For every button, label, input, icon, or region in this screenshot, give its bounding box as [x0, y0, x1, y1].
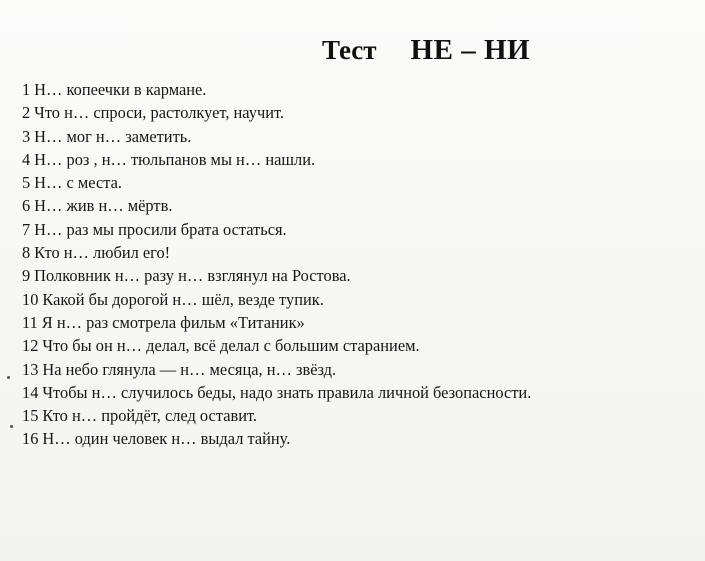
sentence-item: [22, 218, 698, 241]
item-text: Кто н… пройдёт, след оставит.: [42, 406, 258, 426]
item-number: 5: [22, 173, 31, 193]
item-number: 11: [22, 312, 38, 332]
sentence-item: [22, 288, 698, 311]
item-text: Н… один человек н… выдал тайну.: [42, 429, 291, 449]
sentence-item: [22, 334, 698, 357]
item-text: На небо глянула — н… месяца, н… звёзд.: [42, 359, 337, 379]
sentence-item: [22, 171, 698, 194]
item-number: 9: [22, 266, 31, 286]
item-text: Полковник н… разу н… взглянул на Ростова.: [34, 266, 351, 286]
item-number: 3: [22, 126, 31, 146]
item-text: Н… копеечки в кармане.: [34, 80, 207, 99]
item-text: Н… с места.: [34, 173, 123, 193]
sentence-item: [22, 78, 698, 101]
item-text: Что н… спроси, растолкует, научит.: [34, 103, 285, 123]
sentence-item: [22, 358, 698, 381]
title-main: НЕ – НИ: [410, 34, 531, 66]
item-number: 2: [22, 103, 31, 123]
sentence-item: [22, 194, 698, 217]
item-number: 15: [22, 406, 39, 426]
item-text: Чтобы н… случилось беды, надо знать правила личной безопасности.: [42, 382, 532, 402]
item-text: Кто н… любил его!: [34, 243, 171, 263]
paper-speck: [10, 425, 13, 428]
item-text: Н… мог н… заметить.: [34, 126, 192, 146]
item-number: 16: [22, 429, 39, 449]
sentence-item: [22, 427, 698, 450]
sentence-item: [22, 404, 698, 427]
item-number: 7: [22, 219, 31, 239]
item-text: Я н… раз смотрела фильм «Титаник»: [41, 312, 305, 332]
sentence-item: [22, 264, 698, 287]
sentence-list: [22, 78, 702, 451]
sentence-item: [22, 101, 698, 124]
sentence-item: [22, 311, 698, 334]
sentence-item: [22, 148, 698, 171]
item-number: 12: [22, 336, 39, 356]
item-number: 6: [22, 196, 31, 216]
sentence-item: [22, 381, 698, 404]
item-number: 4: [22, 149, 31, 169]
item-text: Н… роз , н… тюльпанов мы н… нашли.: [34, 149, 316, 169]
item-text: Н… раз мы просили брата остаться.: [34, 219, 287, 239]
worksheet-title: [322, 34, 530, 67]
item-number: 8: [22, 243, 31, 263]
item-number: 10: [22, 289, 39, 309]
sentence-item: [22, 125, 698, 148]
item-text: Что бы он н… делал, всё делал с большим старанием.: [42, 336, 420, 356]
paper-speck: [7, 376, 10, 379]
item-number: 1: [22, 80, 31, 99]
item-text: Какой бы дорогой н… шёл, везде тупик.: [42, 289, 324, 309]
sentence-item: [22, 241, 698, 264]
item-number: 13: [22, 359, 39, 379]
title-word: Тест: [322, 35, 377, 65]
item-number: 14: [22, 382, 39, 402]
item-text: Н… жив н… мёртв.: [34, 196, 173, 216]
